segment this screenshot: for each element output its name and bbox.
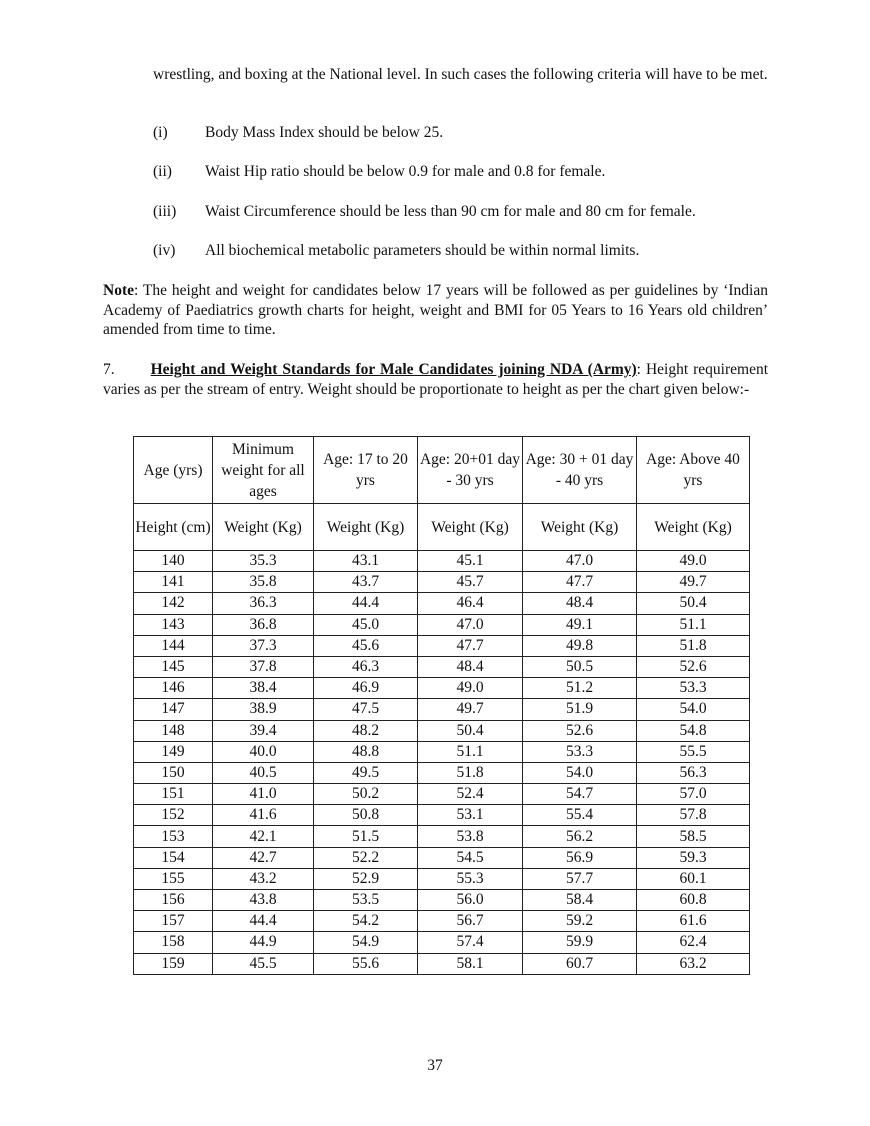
table-row [134, 614, 750, 635]
weight-cell: 51.1 [637, 614, 750, 635]
weight-cell: 43.7 [314, 572, 418, 593]
weight-cell: 46.9 [314, 678, 418, 699]
weight-cell: 58.5 [637, 826, 750, 847]
weight-cell: 59.2 [523, 911, 637, 932]
height-cell: 150 [134, 762, 213, 783]
section-number: 7. [103, 361, 115, 378]
section-7-paragraph [103, 360, 768, 399]
column-header: Age: Above 40 yrs [637, 437, 750, 504]
weight-cell: 61.6 [637, 911, 750, 932]
weight-cell: 52.4 [418, 784, 523, 805]
weight-cell: 35.8 [213, 572, 314, 593]
weight-cell: 48.8 [314, 741, 418, 762]
table-body [134, 551, 750, 975]
weight-cell: 50.5 [523, 656, 637, 677]
table-row [134, 826, 750, 847]
weight-cell: 53.1 [418, 805, 523, 826]
weight-cell: 49.1 [523, 614, 637, 635]
weight-cell: 43.2 [213, 868, 314, 889]
weight-cell: 43.8 [213, 890, 314, 911]
column-header: Age: 20+01 day - 30 yrs [418, 437, 523, 504]
weight-cell: 54.2 [314, 911, 418, 932]
weight-cell: 45.1 [418, 551, 523, 572]
table-row [134, 953, 750, 974]
column-header: Age: 17 to 20 yrs [314, 437, 418, 504]
weight-cell: 53.3 [637, 678, 750, 699]
weight-cell: 56.0 [418, 890, 523, 911]
weight-cell: 49.0 [637, 551, 750, 572]
weight-cell: 47.7 [523, 572, 637, 593]
height-cell: 149 [134, 741, 213, 762]
criterion-text: Waist Hip ratio should be below 0.9 for male and 0.8 for female. [205, 163, 606, 180]
weight-cell: 51.8 [637, 635, 750, 656]
weight-cell: 43.1 [314, 551, 418, 572]
section-heading: Height and Weight Standards for Male Candidates joining NDA (Army) [150, 361, 637, 378]
table-row [134, 932, 750, 953]
table-row [134, 868, 750, 889]
weight-cell: 58.1 [418, 953, 523, 974]
table-row [134, 911, 750, 932]
height-cell: 151 [134, 784, 213, 805]
weight-cell: 53.3 [523, 741, 637, 762]
height-cell: 145 [134, 656, 213, 677]
criterion-number: (iii) [153, 203, 177, 220]
weight-cell: 52.9 [314, 868, 418, 889]
weight-cell: 54.8 [637, 720, 750, 741]
intro-paragraph: wrestling, and boxing at the National level. In such cases the following criteria will have to be met. [153, 66, 768, 83]
table-row [134, 656, 750, 677]
table-row [134, 720, 750, 741]
section-text: : Height requirement varies as per the stream of entry. Weight should be proportionate to height as per the chart given below:- [103, 361, 769, 398]
table-row [134, 847, 750, 868]
weight-cell: 47.0 [523, 551, 637, 572]
weight-cell: 51.8 [418, 762, 523, 783]
table-row [134, 572, 750, 593]
weight-cell: 51.5 [314, 826, 418, 847]
weight-cell: 56.7 [418, 911, 523, 932]
weight-cell: 48.4 [523, 593, 637, 614]
weight-cell: 39.4 [213, 720, 314, 741]
column-subheader: Height (cm) [134, 504, 213, 551]
criterion-text: All biochemical metabolic parameters should be within normal limits. [205, 242, 640, 259]
weight-cell: 60.7 [523, 953, 637, 974]
weight-cell: 45.7 [418, 572, 523, 593]
column-subheader: Weight (Kg) [637, 504, 750, 551]
height-cell: 143 [134, 614, 213, 635]
table-row [134, 890, 750, 911]
weight-cell: 52.2 [314, 847, 418, 868]
column-subheader: Weight (Kg) [418, 504, 523, 551]
note-paragraph [103, 281, 768, 340]
weight-cell: 40.0 [213, 741, 314, 762]
height-cell: 148 [134, 720, 213, 741]
weight-cell: 60.1 [637, 868, 750, 889]
table-header-row [134, 437, 750, 504]
weight-cell: 59.3 [637, 847, 750, 868]
weight-cell: 41.0 [213, 784, 314, 805]
weight-cell: 44.4 [314, 593, 418, 614]
weight-cell: 38.9 [213, 699, 314, 720]
weight-cell: 55.5 [637, 741, 750, 762]
weight-cell: 55.3 [418, 868, 523, 889]
height-cell: 153 [134, 826, 213, 847]
weight-cell: 52.6 [637, 656, 750, 677]
weight-cell: 49.7 [637, 572, 750, 593]
height-cell: 157 [134, 911, 213, 932]
table-row [134, 593, 750, 614]
height-cell: 146 [134, 678, 213, 699]
weight-cell: 50.4 [418, 720, 523, 741]
height-cell: 140 [134, 551, 213, 572]
weight-cell: 48.4 [418, 656, 523, 677]
weight-cell: 54.9 [314, 932, 418, 953]
weight-cell: 54.7 [523, 784, 637, 805]
weight-cell: 49.5 [314, 762, 418, 783]
column-subheader: Weight (Kg) [213, 504, 314, 551]
weight-cell: 47.7 [418, 635, 523, 656]
column-header: Age (yrs) [134, 437, 213, 504]
table-row [134, 699, 750, 720]
column-subheader: Weight (Kg) [314, 504, 418, 551]
weight-cell: 38.4 [213, 678, 314, 699]
weight-cell: 49.7 [418, 699, 523, 720]
weight-cell: 55.6 [314, 953, 418, 974]
weight-cell: 52.6 [523, 720, 637, 741]
weight-cell: 50.8 [314, 805, 418, 826]
weight-cell: 57.7 [523, 868, 637, 889]
weight-cell: 36.3 [213, 593, 314, 614]
weight-cell: 35.3 [213, 551, 314, 572]
weight-cell: 46.4 [418, 593, 523, 614]
weight-cell: 51.9 [523, 699, 637, 720]
criterion-number: (ii) [153, 163, 172, 180]
column-header: Age: 30 + 01 day - 40 yrs [523, 437, 637, 504]
weight-cell: 58.4 [523, 890, 637, 911]
weight-cell: 44.9 [213, 932, 314, 953]
weight-cell: 46.3 [314, 656, 418, 677]
weight-cell: 54.0 [637, 699, 750, 720]
table-row [134, 741, 750, 762]
height-cell: 147 [134, 699, 213, 720]
height-cell: 154 [134, 847, 213, 868]
weight-cell: 51.1 [418, 741, 523, 762]
height-cell: 152 [134, 805, 213, 826]
weight-cell: 42.7 [213, 847, 314, 868]
weight-cell: 50.4 [637, 593, 750, 614]
weight-cell: 53.5 [314, 890, 418, 911]
weight-cell: 54.0 [523, 762, 637, 783]
criterion-number: (i) [153, 124, 168, 141]
height-cell: 158 [134, 932, 213, 953]
table-row [134, 762, 750, 783]
weight-cell: 50.2 [314, 784, 418, 805]
table-row [134, 784, 750, 805]
note-label: Note [103, 282, 134, 299]
table-row [134, 805, 750, 826]
weight-cell: 51.2 [523, 678, 637, 699]
weight-cell: 41.6 [213, 805, 314, 826]
weight-cell: 60.8 [637, 890, 750, 911]
page-number: 37 [427, 1057, 443, 1074]
weight-cell: 49.8 [523, 635, 637, 656]
weight-cell: 44.4 [213, 911, 314, 932]
weight-cell: 53.8 [418, 826, 523, 847]
height-cell: 156 [134, 890, 213, 911]
weight-cell: 59.9 [523, 932, 637, 953]
table-row [134, 635, 750, 656]
table-subheader-row [134, 504, 750, 551]
weight-cell: 57.4 [418, 932, 523, 953]
height-cell: 159 [134, 953, 213, 974]
weight-cell: 42.1 [213, 826, 314, 847]
table-row [134, 678, 750, 699]
weight-cell: 47.5 [314, 699, 418, 720]
weight-cell: 57.8 [637, 805, 750, 826]
weight-cell: 45.0 [314, 614, 418, 635]
weight-cell: 56.2 [523, 826, 637, 847]
weight-cell: 45.6 [314, 635, 418, 656]
weight-cell: 55.4 [523, 805, 637, 826]
weight-cell: 54.5 [418, 847, 523, 868]
weight-cell: 37.3 [213, 635, 314, 656]
height-weight-table [133, 436, 750, 975]
column-header: Minimum weight for all ages [213, 437, 314, 504]
weight-cell: 56.3 [637, 762, 750, 783]
weight-cell: 62.4 [637, 932, 750, 953]
weight-cell: 45.5 [213, 953, 314, 974]
height-cell: 142 [134, 593, 213, 614]
height-cell: 141 [134, 572, 213, 593]
weight-cell: 48.2 [314, 720, 418, 741]
weight-cell: 40.5 [213, 762, 314, 783]
weight-cell: 56.9 [523, 847, 637, 868]
weight-cell: 57.0 [637, 784, 750, 805]
height-cell: 144 [134, 635, 213, 656]
criterion-number: (iv) [153, 242, 176, 259]
height-cell: 155 [134, 868, 213, 889]
criterion-text: Body Mass Index should be below 25. [205, 124, 444, 141]
weight-cell: 36.8 [213, 614, 314, 635]
weight-cell: 49.0 [418, 678, 523, 699]
note-text: : The height and weight for candidates below 17 years will be followed as per guidelines by ‘Indian Academy of Paediatrics growth charts for height, weight and BMI for 05 Years to 16 Years old children’ amended from time to time. [103, 282, 768, 338]
weight-cell: 47.0 [418, 614, 523, 635]
weight-cell: 37.8 [213, 656, 314, 677]
column-subheader: Weight (Kg) [523, 504, 637, 551]
criterion-text: Waist Circumference should be less than 90 cm for male and 80 cm for female. [205, 203, 696, 220]
weight-cell: 63.2 [637, 953, 750, 974]
table-row [134, 551, 750, 572]
